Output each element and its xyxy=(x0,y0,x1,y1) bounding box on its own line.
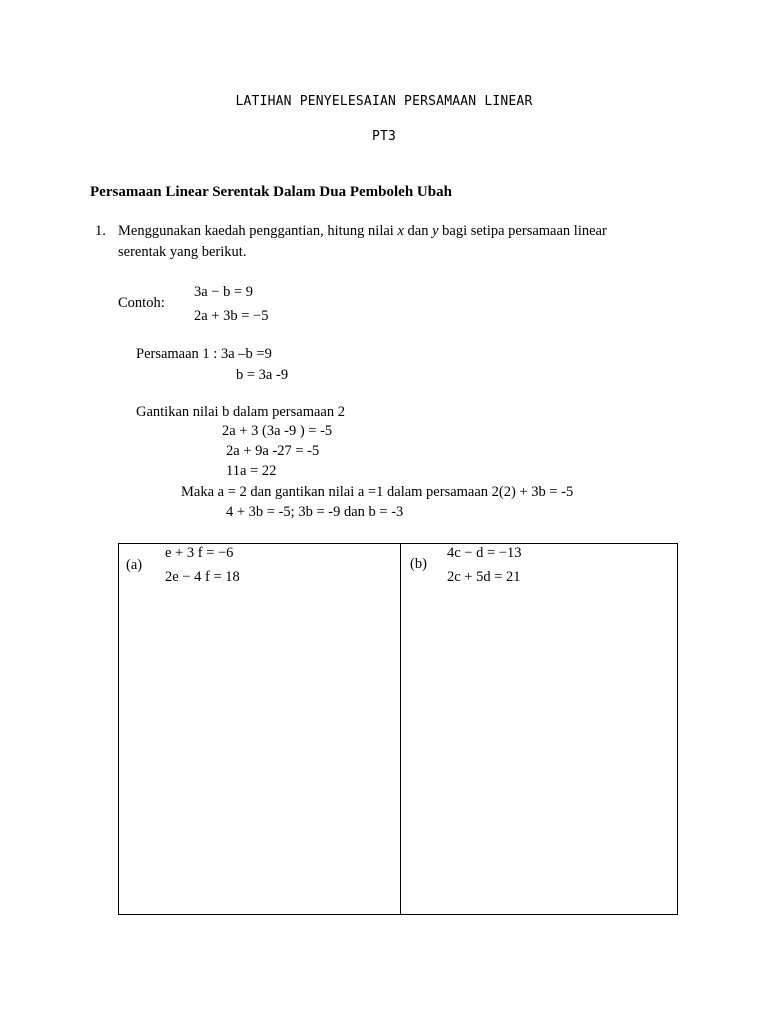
exercise-a-label: (a) xyxy=(126,557,143,573)
example-equation-1: 3a − b = 9 xyxy=(194,284,254,300)
question-text-segment: bagi setipa persamaan linear xyxy=(438,223,607,239)
page-subtitle: PT3 xyxy=(371,129,397,144)
exercise-b-equation-2: 2c + 5d = 21 xyxy=(447,569,521,585)
exercise-b-equation-1: 4c − d = −13 xyxy=(447,545,522,561)
var-x: x xyxy=(397,223,404,239)
step-line: 11a = 22 xyxy=(226,463,277,479)
example-label: Contoh: xyxy=(118,295,165,311)
step-line: b = 3a -9 xyxy=(236,367,289,383)
example-equation-2: 2a + 3b = −5 xyxy=(194,308,269,324)
question-text-line1 xyxy=(118,222,607,240)
table-divider xyxy=(400,544,401,914)
question-text-segment: dan xyxy=(403,223,433,239)
question-text-line2: serentak yang berikut. xyxy=(118,244,247,260)
question-text-segment: Menggunakan kaedah penggantian, hitung nilai xyxy=(118,223,398,239)
step-line: 4 + 3b = -5; 3b = -9 dan b = -3 xyxy=(226,504,404,520)
section-heading: Persamaan Linear Serentak Dalam Dua Pemboleh Ubah xyxy=(90,184,452,200)
exercise-table xyxy=(118,543,678,915)
question-number: 1. xyxy=(95,223,106,239)
step-line: Gantikan nilai b dalam persamaan 2 xyxy=(136,404,345,420)
step-line: 2a + 3 (3a -9 ) = -5 xyxy=(222,423,333,439)
step-line: 2a + 9a -27 = -5 xyxy=(226,443,320,459)
page-title: LATIHAN PENYELESAIAN PERSAMAAN LINEAR xyxy=(235,94,533,109)
exercise-a-equation-2: 2e − 4 f = 18 xyxy=(165,569,240,585)
exercise-b-label: (b) xyxy=(410,556,427,572)
exercise-a-equation-1: e + 3 f = −6 xyxy=(165,545,234,561)
step-line: Maka a = 2 dan gantikan nilai a =1 dalam persamaan 2(2) + 3b = -5 xyxy=(181,484,574,500)
step-line: Persamaan 1 : 3a –b =9 xyxy=(136,346,272,362)
var-y: y xyxy=(432,223,439,239)
